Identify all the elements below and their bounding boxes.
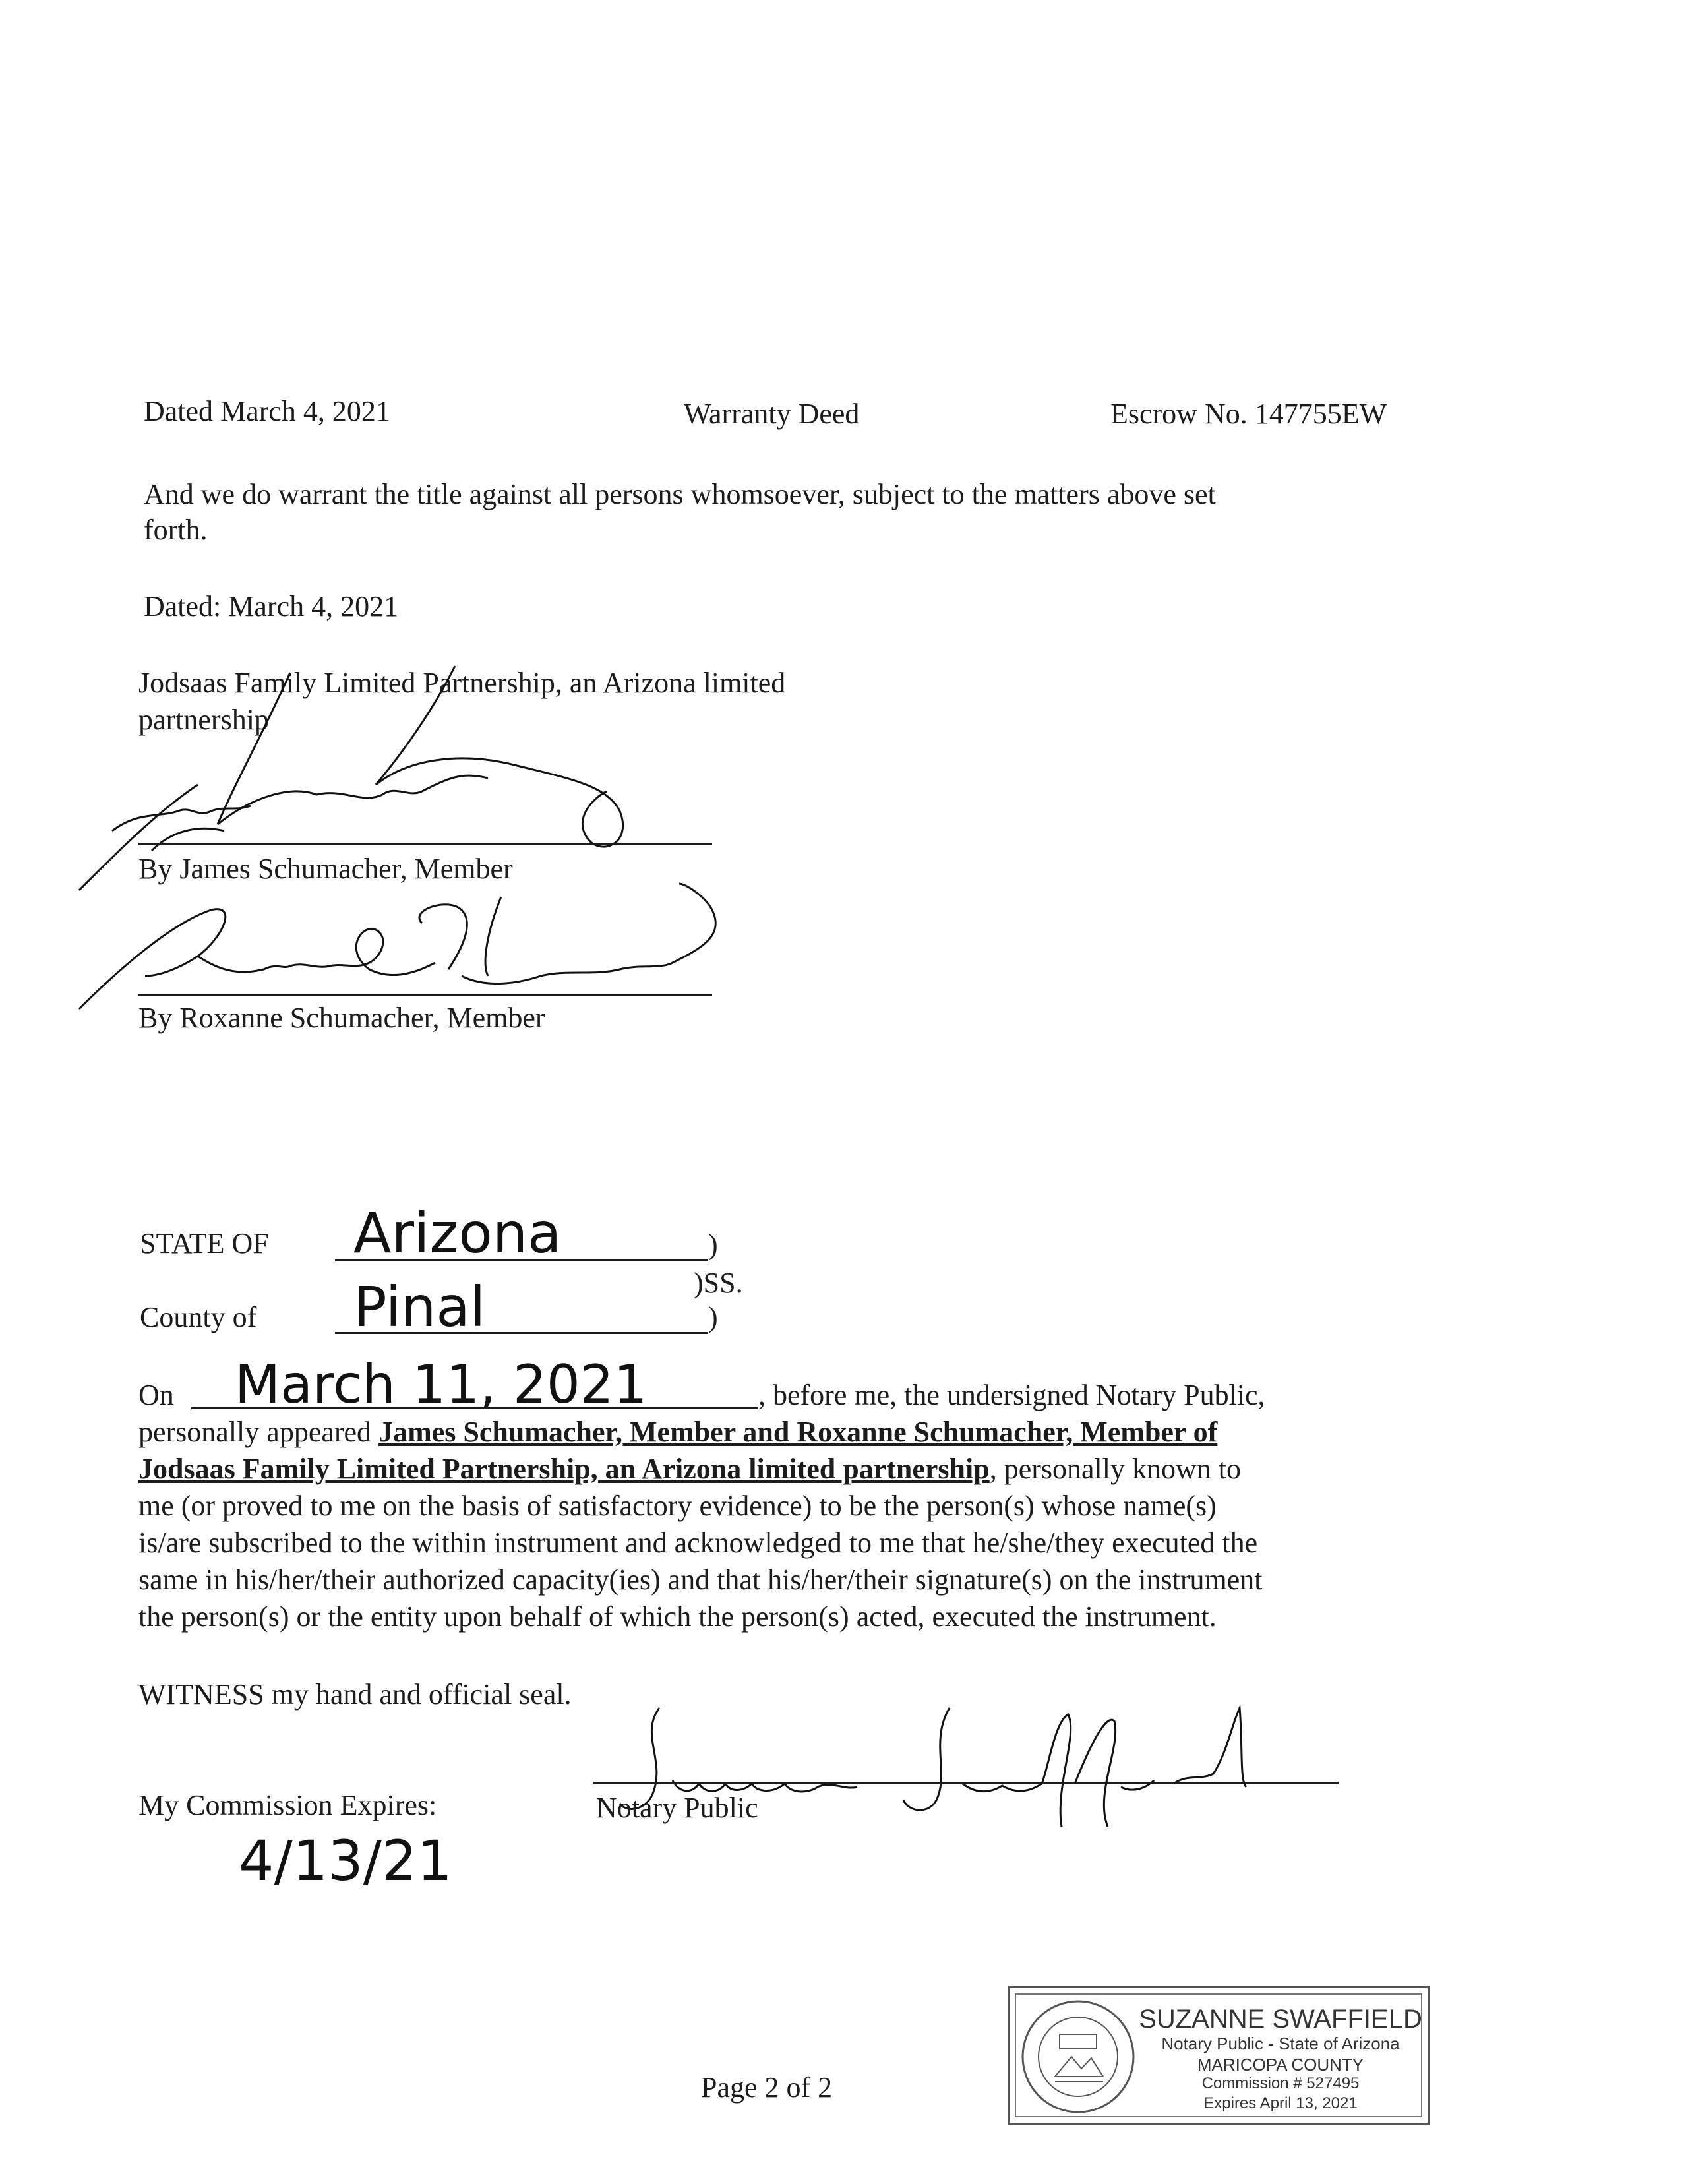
arizona-state-seal-emblem: [1019, 1997, 1137, 2116]
acknowledgment-line4: is/are subscribed to the within instrument and acknowledged to me that he/she/they executed the: [138, 1527, 1258, 1559]
roxanne-signature-line: [138, 994, 712, 996]
signing-date: Dated: March 4, 2021: [144, 590, 399, 622]
warranty-clause-line2: forth.: [144, 514, 208, 546]
witness-statement: WITNESS my hand and official seal.: [138, 1678, 572, 1711]
acknowledgment-date: March 11, 2021: [235, 1354, 648, 1415]
state-underline: [335, 1259, 708, 1261]
signer-roxanne: By Roxanne Schumacher, Member: [138, 1002, 545, 1034]
document-title: Warranty Deed: [684, 398, 860, 430]
seal-county: MARICOPA COUNTY: [1197, 2055, 1364, 2075]
header-dated: Dated March 4, 2021: [144, 395, 390, 427]
state-value: Arizona: [353, 1201, 562, 1265]
acknowledgment-line2: [138, 1451, 1241, 1487]
acknowledgment-date-line: [191, 1407, 758, 1409]
acknowledgment-line6: the person(s) or the entity upon behalf of which the person(s) acted, executed the instrument.: [138, 1600, 1217, 1633]
state-label: STATE OF: [140, 1227, 269, 1259]
venue-paren-top: ): [708, 1228, 718, 1261]
warranty-clause-line1: And we do warrant the title against all persons whomsoever, subject to the matters above set: [144, 478, 1216, 510]
county-label: County of: [140, 1301, 257, 1333]
grantor-name-line1: Jodsaas Family Limited Partnership, an Arizona limited: [138, 667, 786, 699]
seal-commission-number: Commission # 527495: [1201, 2075, 1360, 2092]
escrow-number: Escrow No. 147755EW: [1110, 398, 1387, 430]
county-underline: [335, 1332, 708, 1334]
acknowledgment-line5: same in his/her/their authorized capacity(ies) and that his/her/their signature(s) on the instrument: [138, 1563, 1263, 1596]
commission-expiry-date: 4/13/21: [239, 1829, 452, 1893]
notary-public-label: Notary Public: [596, 1792, 758, 1824]
appeared-prefix: personally appeared: [138, 1416, 379, 1448]
seal-notary-name: SUZANNE SWAFFIELD: [1139, 2005, 1422, 2034]
page-number: Page 2 of 2: [701, 2071, 833, 2104]
acknowledgment-after-date: , before me, the undersigned Notary Public,: [758, 1379, 1265, 1411]
acknowledgment-on: On: [138, 1379, 174, 1411]
appeared-names-line1: James Schumacher, Member and Roxanne Schumacher, Member of: [378, 1416, 1218, 1448]
county-value: Pinal: [353, 1275, 486, 1339]
acknowledgment-line1: [138, 1414, 1217, 1450]
seal-title: Notary Public - State of Arizona: [1161, 2034, 1400, 2053]
notary-signature-line: [593, 1782, 1339, 1784]
venue-ss: )SS.: [694, 1267, 743, 1299]
acknowledgment-line3: me (or proved to me on the basis of satisfactory evidence) to be the person(s) whose name(s): [138, 1490, 1217, 1522]
seal-expiration: Expires April 13, 2021: [1203, 2094, 1358, 2112]
appeared-names-line2: Jodsaas Family Limited Partnership, an Arizona limited partnership: [138, 1453, 990, 1485]
grantor-name-line2: partnership: [138, 704, 269, 736]
venue-paren-bottom: ): [708, 1301, 718, 1333]
line2-suffix: , personally known to: [989, 1453, 1241, 1485]
signer-james: By James Schumacher, Member: [138, 853, 513, 885]
commission-expires-label: My Commission Expires:: [138, 1789, 437, 1821]
notary-seal-stamp: [1008, 1986, 1430, 2125]
james-signature-line: [138, 843, 712, 845]
